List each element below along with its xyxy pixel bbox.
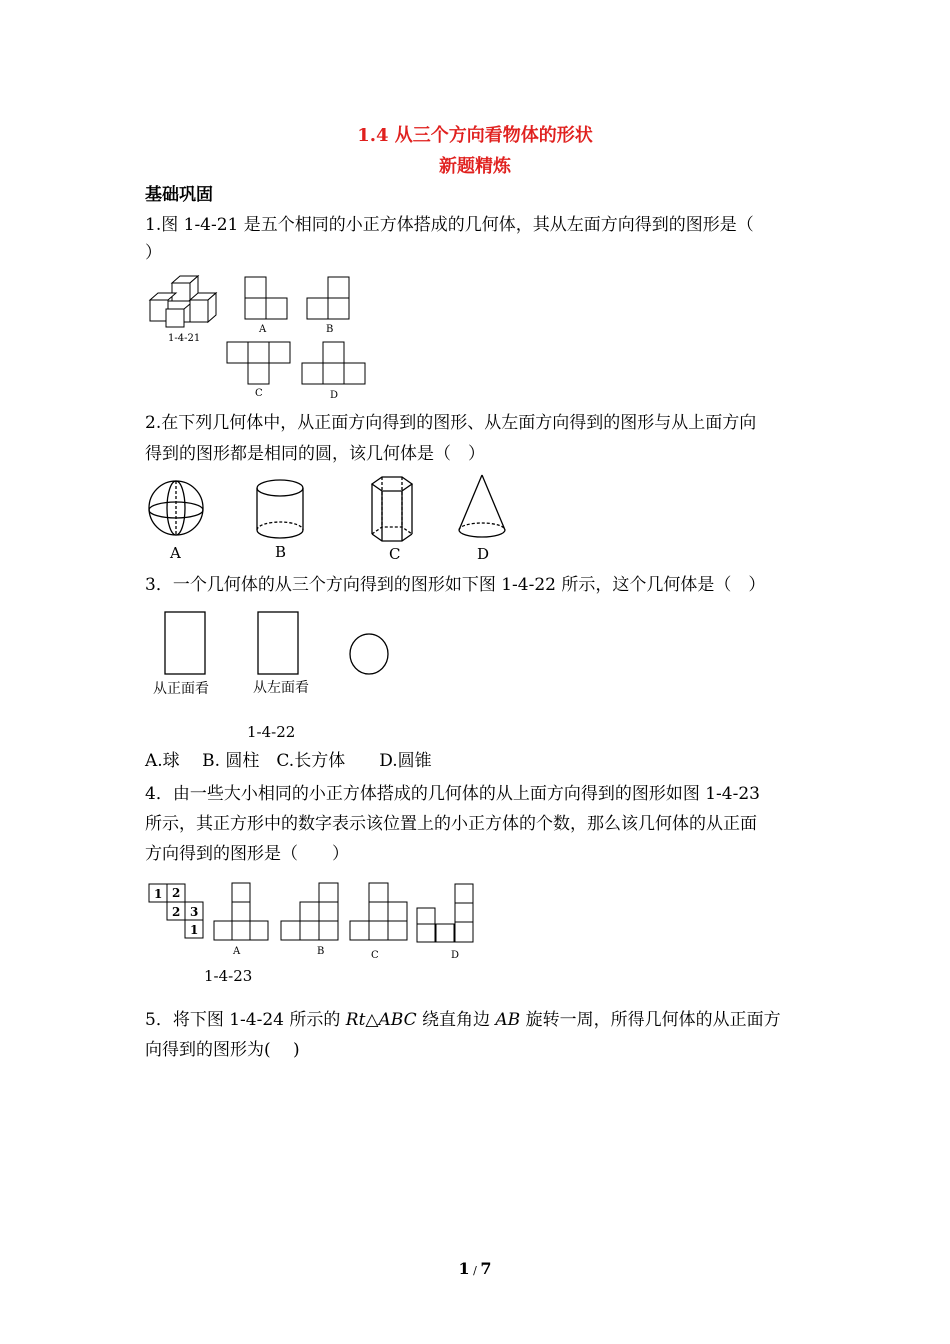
page-subtitle: 新题精炼 [439,156,511,177]
q3-view-left-label: 从左面看 [253,680,309,696]
q4-grid-number: 2 [172,886,181,900]
q5-math-edge: AB [495,1010,521,1030]
q3-figure-label: 1-4-22 [247,723,296,741]
q2-option-d-label: D [477,545,490,563]
q3-answer-options: A.球 B. 圆柱 C.长方体 D.圆锥 [145,751,432,771]
q4-text-line1: 4．由一些大小相同的小正方体搭成的几何体的从上面方向得到的图形如图 1-4-23 [145,784,760,804]
q4-option-c-figure [350,883,407,940]
q4-option-b-figure [281,883,338,940]
q2-text-line2: 得到的图形都是相同的圆，该几何体是（ ） [145,444,485,464]
q4-grid-number: 1 [190,923,199,937]
q1-option-b-label: B [326,324,334,335]
q3-view-front-label: 从正面看 [153,681,209,697]
q2-figure [140,472,520,564]
q1-option-a-figure [245,277,287,319]
q1-option-a-label: A [259,324,267,335]
page-number [0,1259,950,1281]
page-separator: / [469,1264,481,1277]
q4-option-d-figure [417,884,473,942]
q2-option-a-label: A [170,544,181,562]
q5-text-line2: 向得到的图形为( ) [145,1040,300,1060]
q5-text-mid: 绕直角边 [416,1010,496,1030]
q4-option-c-label: C [371,950,379,961]
q3-front-view-rect [165,612,205,674]
q2-text-line1: 2.在下列几何体中，从正面方向得到的图形、从左面方向得到的图形与从上面方向 [145,413,757,433]
q1-solid-1-4-21 [150,276,216,327]
q1-option-b-figure [307,277,349,319]
q1-option-c-figure [227,342,290,384]
page-title: 1.4 从三个方向看物体的形状 [357,125,593,146]
q4-grid-number: 2 [172,905,181,919]
q2-sphere-figure [149,481,203,535]
q3-text-line1: 3．一个几何体的从三个方向得到的图形如下图 1-4-22 所示，这个几何体是（ ） [145,575,766,595]
q5-text-line1 [145,1010,781,1030]
q1-text-line1: 1.图 1-4-21 是五个相同的小正方体搭成的几何体，其从左面方向得到的图形是（ [145,215,754,235]
q4-figure-label: 1-4-23 [204,967,253,985]
q4-text-line3: 方向得到的图形是（ ） [145,844,349,864]
q2-hexagonal-prism-figure [372,477,412,541]
q1-option-d-figure [302,342,365,384]
q4-option-b-label: B [317,946,325,957]
q1-text-line2: ） [145,243,162,263]
q5-text-post: 旋转一周，所得几何体的从正面方 [520,1010,781,1030]
q4-text-line2: 所示，其正方形中的数字表示该位置上的小正方体的个数，那么该几何体的从正面 [145,814,757,834]
q1-figure [140,270,380,405]
q1-figure-label: 1-4-21 [168,333,201,344]
q2-cylinder-figure [257,480,303,538]
q1-option-d-label: D [330,390,339,401]
q3-left-view-rect [258,612,298,674]
page-total: 7 [480,1259,492,1278]
q4-figure [145,878,485,988]
section-heading: 基础巩固 [145,185,213,205]
q4-option-a-figure [214,883,268,940]
q3-figure [145,603,405,743]
q1-option-c-label: C [255,388,263,399]
q3-top-view-circle [350,634,388,674]
q4-option-a-label: A [233,946,241,957]
q2-option-c-label: C [389,545,401,563]
q2-cone-figure [459,475,505,537]
q4-grid-number: 1 [154,887,163,901]
q4-grid-number: 3 [190,905,199,919]
q5-math-triangle: Rt△ABC [345,1010,417,1030]
q2-option-b-label: B [275,543,287,561]
q5-text-pre: 5．将下图 1-4-24 所示的 [145,1010,346,1030]
page-current: 1 [458,1259,470,1278]
q4-option-d-label: D [451,950,460,961]
